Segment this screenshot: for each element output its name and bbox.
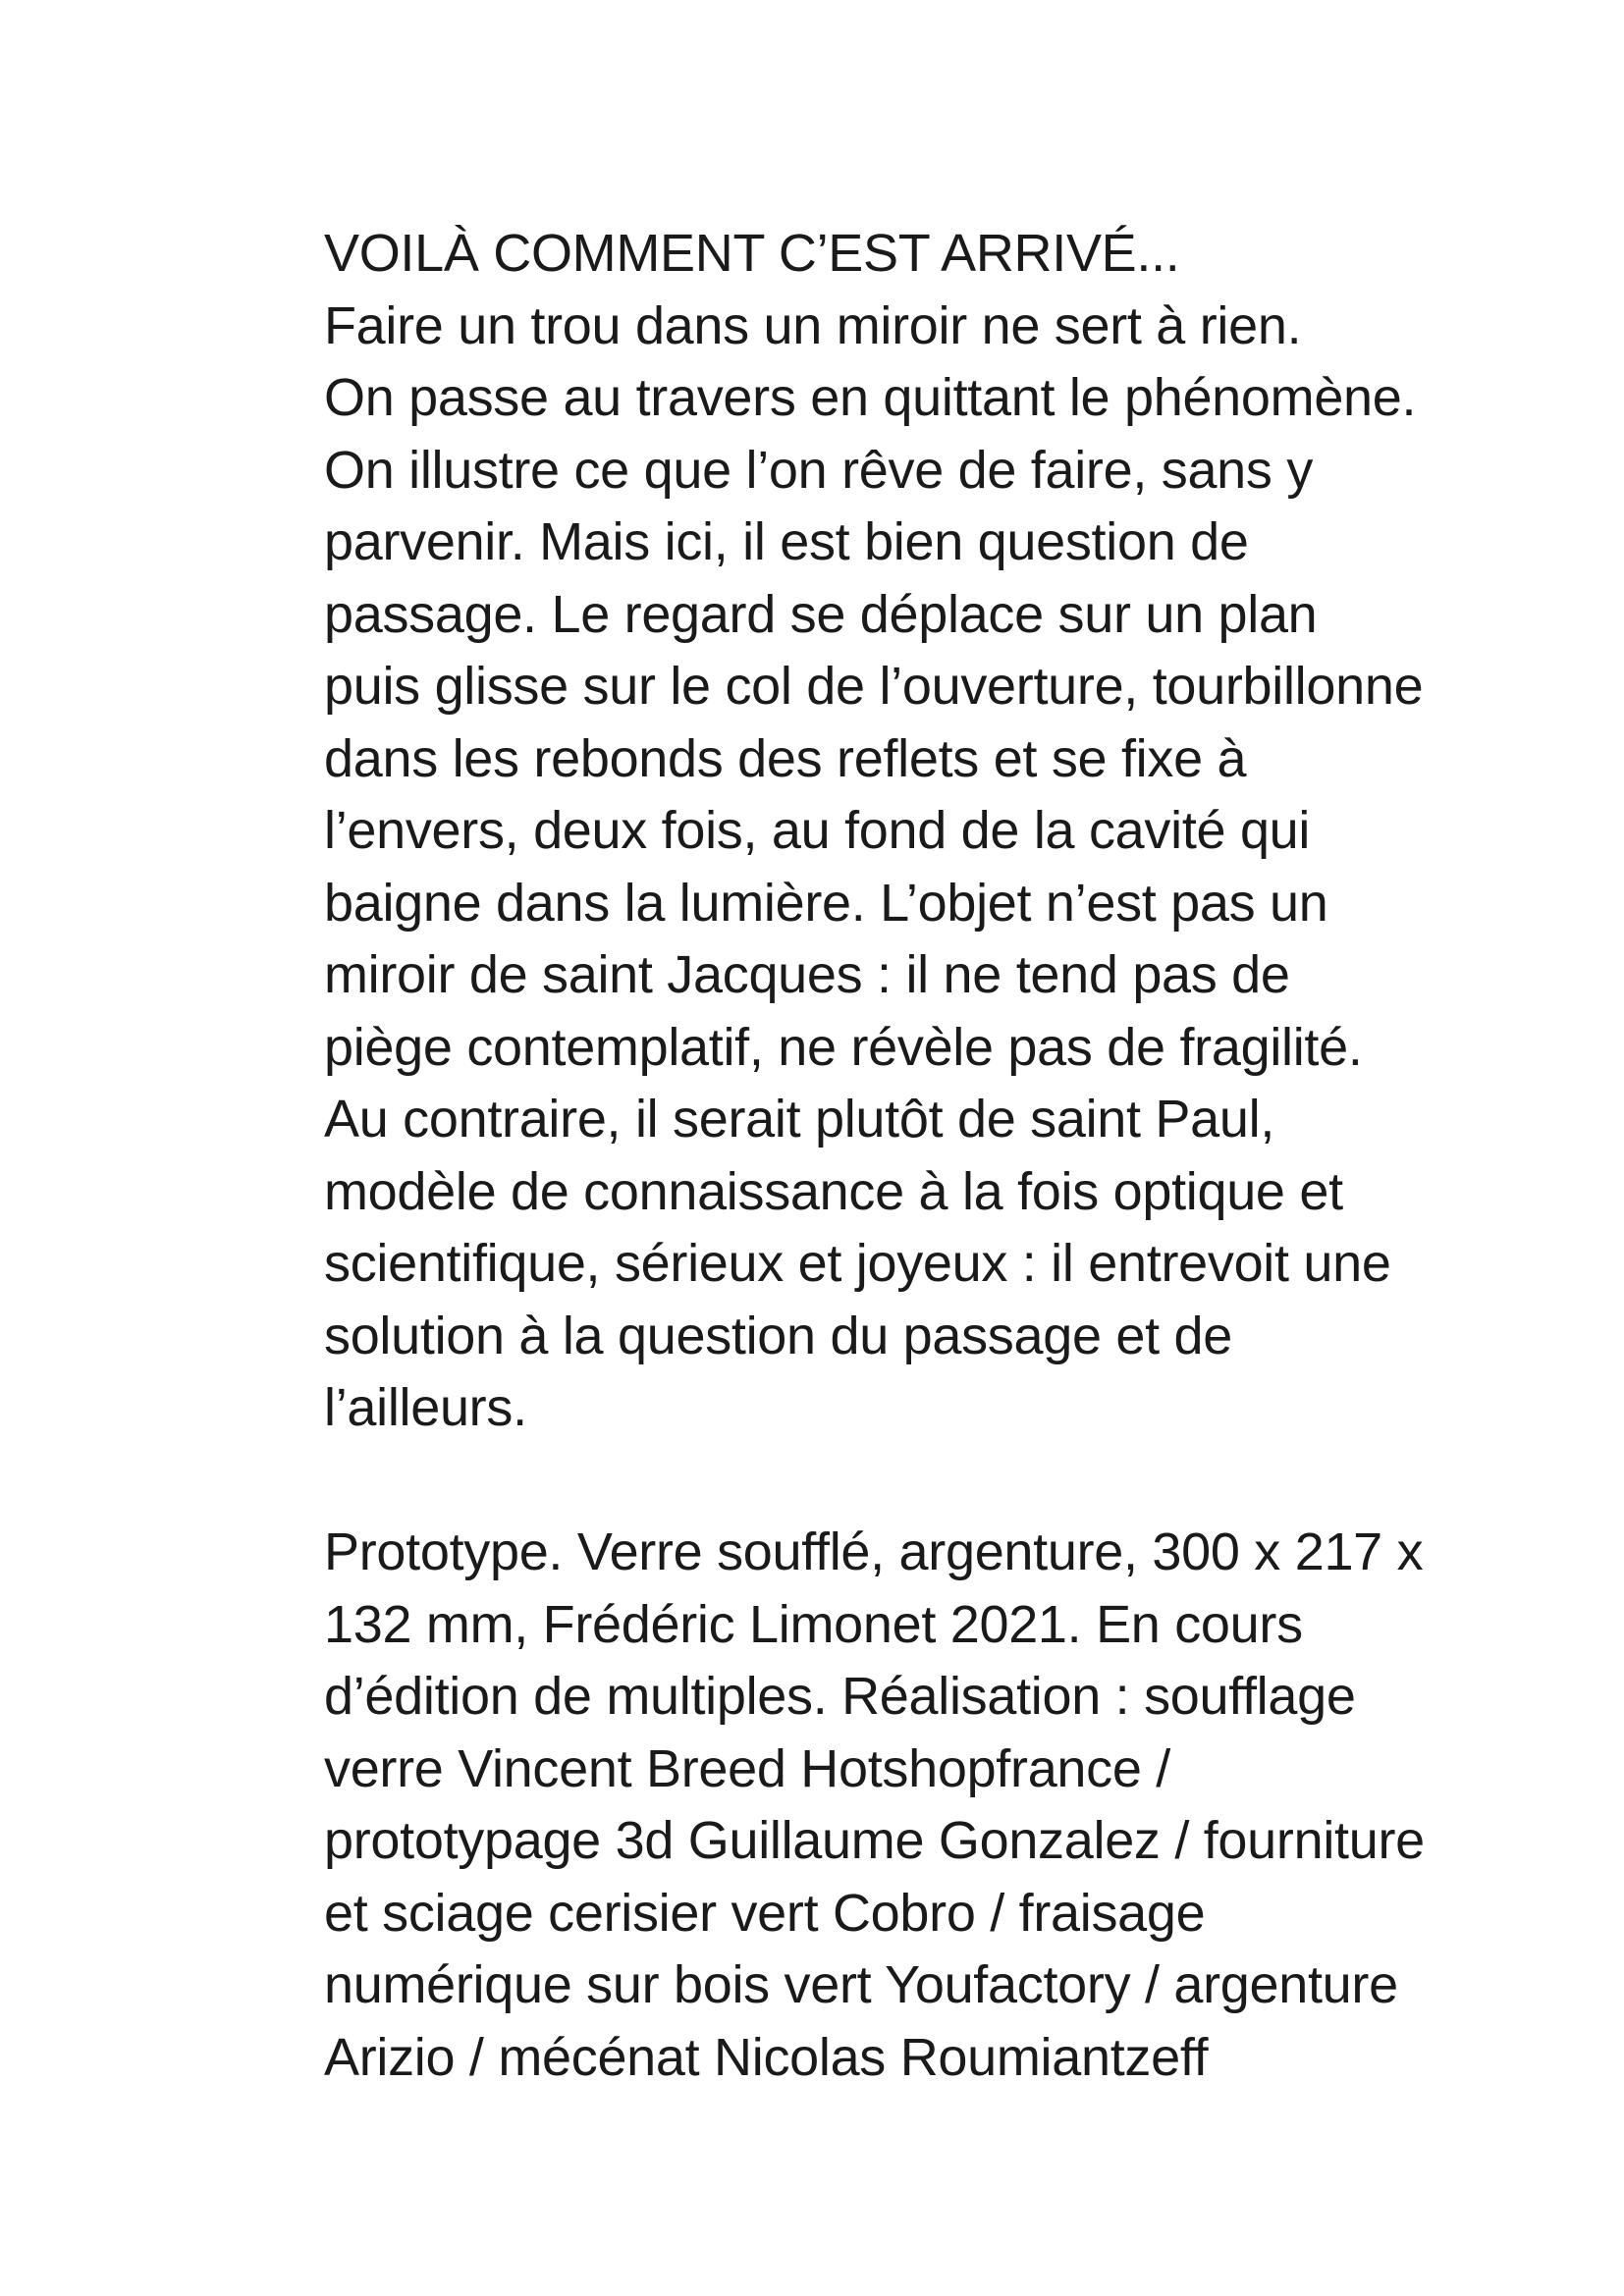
intro-line: baigne dans la lumière. L’objet n’est pas un [324, 873, 1328, 933]
intro-paragraph [324, 218, 1610, 1445]
credits-line: d’édition de multiples. Réalisation : soufflage [324, 1667, 1356, 1726]
credits-line: prototypage 3d Guillaume Gonzalez / fourniture [324, 1811, 1425, 1870]
credits-line: verre Vincent Breed Hotshopfrance / [324, 1738, 1170, 1798]
credits-line: 132 mm, Frédéric Limonet 2021. En cours [324, 1594, 1303, 1654]
intro-line: puis glisse sur le col de l’ouverture, tourbillonne [324, 657, 1424, 716]
intro-line: piège contemplatif, ne révèle pas de fragilité. [324, 1017, 1363, 1077]
credits-line: Arizio / mécénat Nicolas Roumiantzeff [324, 2027, 1209, 2087]
credits-line: numérique sur bois vert Youfactory / argenture [324, 1955, 1398, 2014]
credits-line: et sciage cerisier vert Cobro / fraisage [324, 1883, 1206, 1943]
intro-line: modèle de connaissance à la fois optique et [324, 1161, 1343, 1221]
intro-line: On passe au travers en quittant le phénomène. [324, 368, 1417, 427]
intro-line: scientifique, sérieux et joyeux : il entrevoit une [324, 1234, 1391, 1293]
intro-line: dans les rebonds des reflets et se fixe à [324, 728, 1247, 788]
intro-line: Faire un trou dans un miroir ne sert à rien. [324, 295, 1302, 355]
credits-line: Prototype. Verre soufflé, argenture, 300 x 217 x [324, 1522, 1424, 1581]
credits-paragraph [324, 1517, 1610, 2094]
intro-line: Au contraire, il serait plutôt de saint Paul, [324, 1090, 1275, 1148]
intro-line: passage. Le regard se déplace sur un plan [324, 584, 1318, 644]
intro-line: solution à la question du passage et de [324, 1306, 1232, 1365]
intro-line: On illustre ce que l’on rêve de faire, sans y [324, 440, 1314, 500]
intro-line: l’ailleurs. [324, 1378, 527, 1437]
intro-line: l’envers, deux fois, au fond de la cavité qui [324, 801, 1311, 860]
intro-line: parvenir. Mais ici, il est bien question de [324, 512, 1249, 571]
intro-line: miroir de saint Jacques : il ne tend pas de [324, 945, 1290, 1004]
intro-line: VOILÀ COMMENT C’EST ARRIVÉ... [324, 224, 1180, 283]
